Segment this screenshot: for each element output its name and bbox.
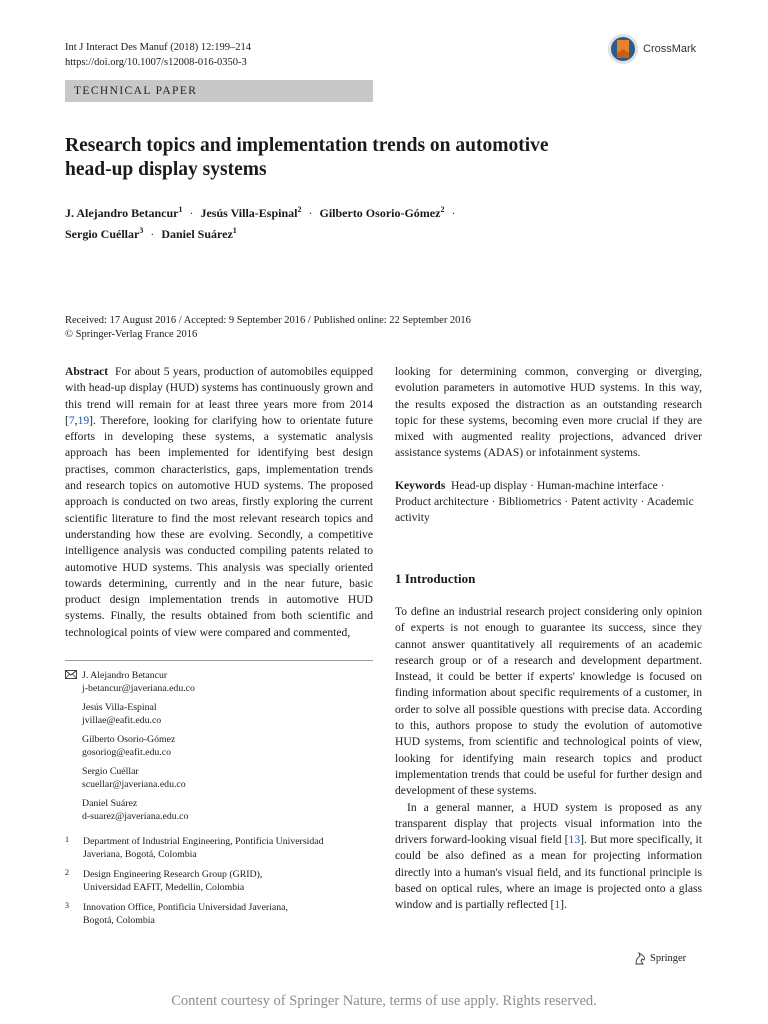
author-name[interactable]: J. Alejandro Betancur bbox=[65, 206, 179, 220]
publication-dates: Received: 17 August 2016 / Accepted: 9 September 2016 / Published online: 22 September 2016 bbox=[65, 315, 471, 326]
journal-header bbox=[65, 40, 251, 70]
author-affil-mark: 3 bbox=[139, 226, 144, 235]
author-affil-mark: 2 bbox=[297, 205, 302, 214]
keywords-heading: Keywords bbox=[395, 478, 446, 492]
keywords-block bbox=[395, 478, 702, 527]
contact-name: Sergio Cuéllar bbox=[82, 766, 139, 777]
contact-name: Jesús Villa-Espinal bbox=[82, 702, 157, 713]
footnote-divider bbox=[65, 660, 373, 661]
contact-entry bbox=[65, 765, 375, 791]
contact-email[interactable]: gosoriog@eafit.edu.co bbox=[82, 747, 172, 758]
contact-name: J. Alejandro Betancur bbox=[82, 670, 168, 681]
author-separator: · bbox=[451, 206, 456, 220]
affiliation-text: Design Engineering Research Group (GRID), bbox=[83, 869, 263, 880]
copyright-line: © Springer-Verlag France 2016 bbox=[65, 329, 198, 340]
abstract-text-2: ]. Therefore, looking for clarifying how to orientate future efforts in developing these systems, a systematic analysis approach has been implemented for identifying best design practises, common characteristics, gaps, implementation trends and research topics on automotive HUD systems. The proposed approach is conducted on two areas, firstly exploring the current scientific literature to find the most relevant research topics and understanding how these are evolving. Secondly, a competitive intelligence analysis was conducted compiling patents related to automotive HUD systems. This analysis was specially oriented towards determining, currently and in the near future, basic product design implementation trends in automotive HUD systems. Finally, the results obtained from both scientific and technological points of view were compared and commented, bbox=[65, 413, 373, 639]
author-name[interactable]: Sergio Cuéllar bbox=[65, 227, 140, 241]
contact-email[interactable]: d-suarez@javeriana.edu.co bbox=[82, 811, 189, 822]
author-separator: · bbox=[189, 206, 194, 220]
affiliation-entry bbox=[65, 868, 375, 894]
author-line-2 bbox=[65, 222, 705, 243]
intro-paragraph-2 bbox=[395, 800, 702, 914]
affiliation-number: 2 bbox=[65, 868, 69, 877]
affiliations bbox=[65, 835, 375, 934]
section-heading-introduction: 1 Introduction bbox=[395, 571, 476, 586]
affiliation-number: 1 bbox=[65, 835, 69, 844]
affiliation-text: Bogotá, Colombia bbox=[83, 915, 155, 926]
abstract-left bbox=[65, 364, 373, 641]
publisher-logo bbox=[634, 952, 686, 965]
author-affil-mark: 1 bbox=[232, 226, 237, 235]
corresponding-contacts bbox=[65, 669, 375, 829]
contact-entry bbox=[65, 733, 375, 759]
keywords-text: Head-up display · Human-machine interface · Product architecture · Bibliometrics · Patent activity · Academic activity bbox=[395, 478, 694, 525]
crossmark-badge[interactable] bbox=[607, 32, 717, 66]
affiliation-text: Javeriana, Bogotá, Colombia bbox=[83, 849, 197, 860]
affiliation-text: Innovation Office, Pontificia Universidad Javeriana, bbox=[83, 902, 288, 913]
affiliation-number: 3 bbox=[65, 901, 69, 910]
publication-history bbox=[65, 314, 471, 342]
contact-name: Daniel Suárez bbox=[82, 798, 138, 809]
author-affil-mark: 2 bbox=[440, 205, 445, 214]
contact-name: Gilberto Osorio-Gómez bbox=[82, 734, 176, 745]
intro-text: ]. But more specifically, it could be also defined as a mean for projecting information directly into a human's visual field, and its functional principle is based on optical rules, where an image is projected onto a glass window and is partially reflected [ bbox=[395, 833, 702, 912]
author-affil-mark: 1 bbox=[178, 205, 183, 214]
citation-link[interactable]: 1 bbox=[554, 898, 561, 912]
crossmark-icon bbox=[607, 33, 639, 65]
intro-paragraph-1: To define an industrial research project considering only opinion of experts is not enough to guarantee its success, since they cannot answer quantitatively all requirements of an academic research group or of a research and development department. Instead, it could be better if experts' knowledge is focused on finding information about specific requirements of a customer, in order to solve all possible questions with precise data. According to this, authors propose to study the evolution of automotive HUD systems, from scientific and technological points of view, looking for identifying main research topics and product implementation trends that could be useful for further design and development of these systems. bbox=[395, 605, 702, 798]
envelope-icon bbox=[65, 670, 77, 679]
title-line-2: head-up display systems bbox=[65, 159, 267, 180]
publisher-name: Springer bbox=[650, 953, 687, 964]
author-line-1 bbox=[65, 201, 705, 222]
article-type-banner: TECHNICAL PAPER bbox=[65, 80, 373, 102]
author-separator: · bbox=[150, 227, 155, 241]
contact-entry bbox=[65, 797, 375, 823]
author-name[interactable]: Gilberto Osorio-Gómez bbox=[319, 206, 441, 220]
affiliation-entry bbox=[65, 835, 375, 861]
affiliation-text: Universidad EAFIT, Medellín, Colombia bbox=[83, 882, 245, 893]
intro-text: In a general manner, a HUD system is proposed as any transparent display that projects visual information into the drivers forward-looking visual field [ bbox=[395, 800, 702, 847]
affiliation-entry bbox=[65, 901, 375, 927]
springer-horse-icon bbox=[634, 952, 646, 965]
contact-entry bbox=[65, 669, 375, 695]
citation-link[interactable]: 13 bbox=[568, 833, 581, 847]
crossmark-label: CrossMark bbox=[643, 43, 697, 55]
contact-email[interactable]: jvillae@eafit.edu.co bbox=[82, 715, 162, 726]
usage-footer: Content courtesy of Springer Nature, terms of use apply. Rights reserved. bbox=[171, 993, 597, 1009]
contact-email[interactable]: scuellar@javeriana.edu.co bbox=[82, 779, 186, 790]
title-line-1: Research topics and implementation trends on automotive bbox=[65, 135, 549, 156]
author-separator: · bbox=[308, 206, 313, 220]
contact-email[interactable]: j-betancur@javeriana.edu.co bbox=[82, 683, 195, 694]
citation-link[interactable]: 7 bbox=[68, 413, 75, 427]
contact-entry bbox=[65, 701, 375, 727]
journal-citation: Int J Interact Des Manuf (2018) 12:199–214 bbox=[65, 42, 252, 53]
citation-comma: , bbox=[74, 413, 78, 427]
citation-link[interactable]: 19 bbox=[77, 413, 90, 427]
abstract-heading: Abstract bbox=[65, 365, 109, 378]
affiliation-text: Department of Industrial Engineering, Pontificia Universidad bbox=[83, 836, 324, 847]
author-name[interactable]: Daniel Suárez bbox=[161, 227, 233, 241]
doi-link[interactable]: https://doi.org/10.1007/s12008-016-0350-3 bbox=[65, 57, 247, 68]
introduction-body bbox=[395, 604, 702, 914]
author-list bbox=[65, 201, 705, 243]
abstract-text-1: For about 5 years, production of automobiles equipped with head-up display (HUD) systems has continuously grown and this trend will remain for at least three years more from 2014 [ bbox=[65, 365, 373, 427]
author-name[interactable]: Jesús Villa-Espinal bbox=[200, 206, 298, 220]
paper-title bbox=[65, 134, 705, 182]
intro-text: ]. bbox=[560, 898, 567, 912]
abstract-right bbox=[395, 364, 702, 527]
abstract-text-3: looking for determining common, converging or diverging, evolution parameters in automotive HUD systems. In this way, the results exposed the distraction as an outstanding research topic for these systems, becoming even more crucial if they are mixed with augmented reality projections, advanced driver assistance systems (ADAS) or infotainment systems. bbox=[395, 365, 702, 460]
